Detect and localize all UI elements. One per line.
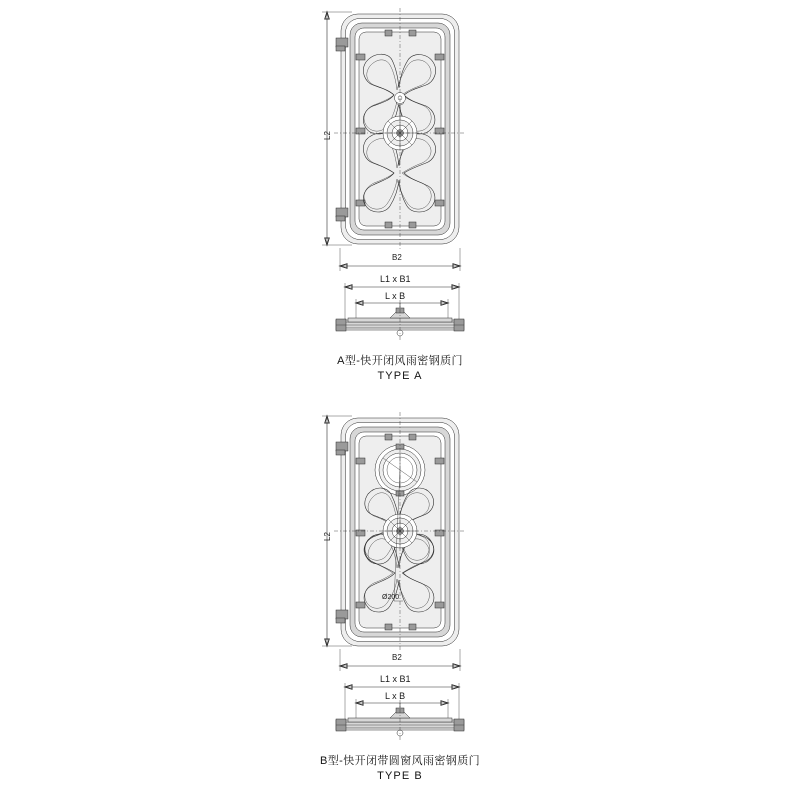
type-b-geometry [0,398,800,800]
dim-b2-label-b: B2 [392,653,402,662]
dim-lb-label-a: L x B [385,291,406,301]
dim-l2-label-a: L2 [323,131,332,140]
dim-b2-label-a: B2 [392,253,402,262]
dim-l2-label-b: L2 [323,532,332,541]
caption-cn-b: B型-快开闭带圆窗风雨密钢质门 [320,755,480,767]
dim-l1b1-label-b: L1 x B1 [380,674,411,684]
caption-en-a: TYPE A [377,369,423,382]
dim-lb-label-b: L x B [385,691,406,701]
caption-cn-a: A型-快开闭风雨密钢质门 [337,355,463,367]
window-diameter-label-b: Ø200 [382,594,400,601]
caption-en-b: TYPE B [377,769,423,782]
caption-type-b [0,754,800,784]
dim-l1b1-label-a: L1 x B1 [380,274,411,284]
drawing-type-b [0,398,800,800]
caption-type-a [0,354,800,384]
